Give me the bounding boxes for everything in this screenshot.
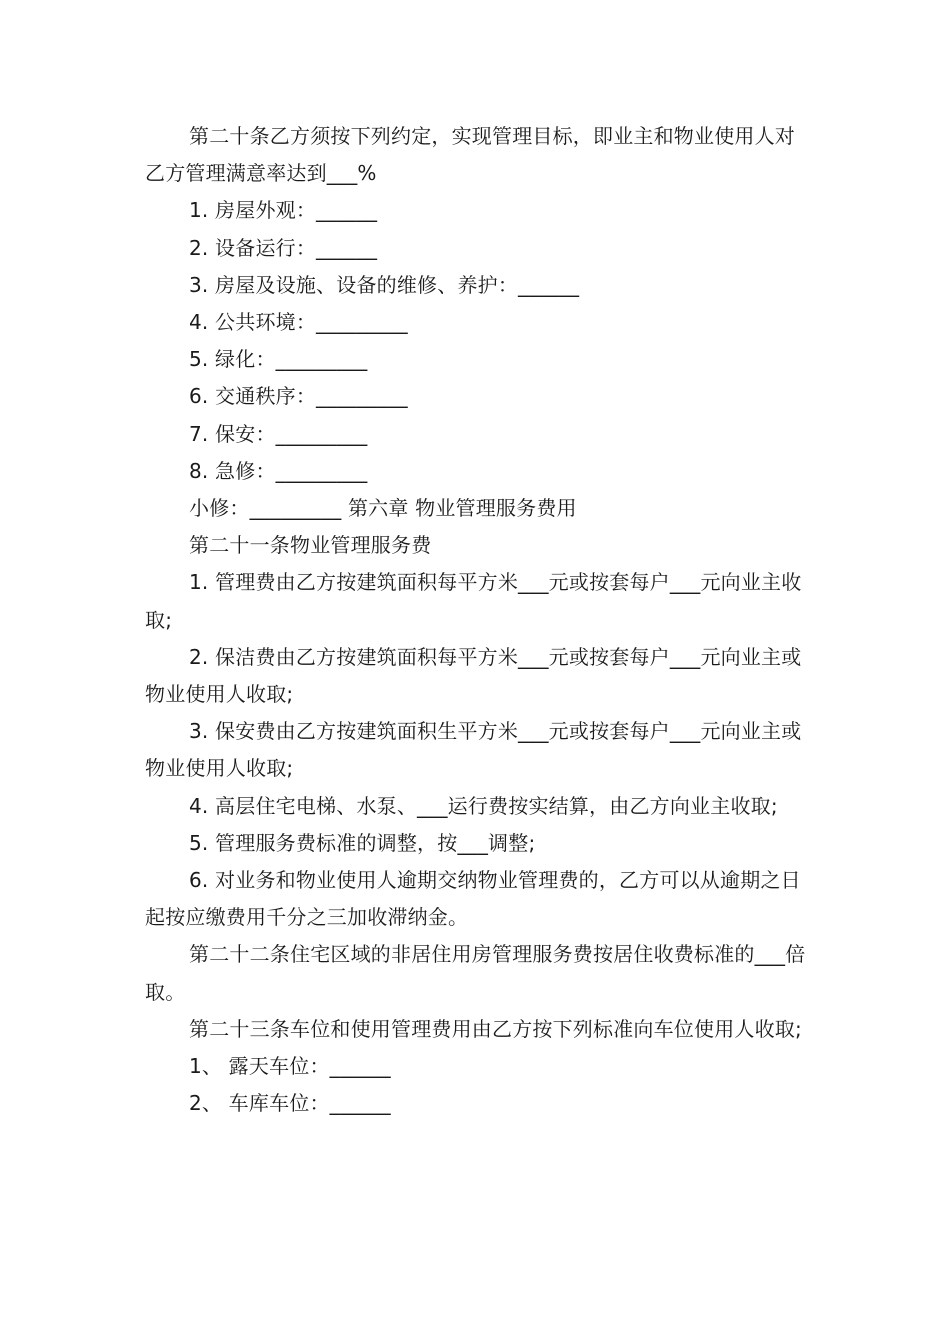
fee-item-elevator-pump: 4. 高层住宅电梯、水泵、___运行费按实结算，由乙方向业主收取; bbox=[189, 793, 778, 818]
article-20-paragraph: 第二十条乙方须按下列约定，实现管理目标，即业主和物业使用人对乙方管理满意率达到___% bbox=[145, 124, 795, 186]
parking-item-garage: 2、 车库车位：______ bbox=[189, 1091, 391, 1116]
document-body bbox=[145, 118, 807, 1122]
article-21-heading: 第二十一条物业管理服务费 bbox=[189, 533, 432, 558]
list-item-exterior: 1. 房屋外观：______ bbox=[189, 198, 378, 223]
list-item-emergency-repair: 8. 急修：_________ bbox=[189, 458, 368, 483]
fee-item-security: 3. 保安费由乙方按建筑面积生平方米___元或按套每户___元向业主或物业使用人收取; bbox=[145, 719, 802, 781]
list-item-greening: 5. 绿化：_________ bbox=[189, 347, 368, 372]
list-item-security: 7. 保安：_________ bbox=[189, 421, 368, 446]
fee-item-late-payment: 6. 对业务和物业使用人逾期交纳物业管理费的，乙方可以从逾期之日起按应缴费用千分之三加收滞纳金。 bbox=[145, 868, 801, 930]
list-item-environment: 4. 公共环境：_________ bbox=[189, 310, 408, 335]
fee-item-management: 1. 管理费由乙方按建筑面积每平方米___元或按套每户___元向业主收取; bbox=[145, 570, 802, 632]
article-22-paragraph: 第二十二条住宅区域的非居住用房管理服务费按居住收费标准的___倍取。 bbox=[145, 942, 806, 1004]
fee-item-cleaning: 2. 保洁费由乙方按建筑面积每平方米___元或按套每户___元向业主或物业使用人收取; bbox=[145, 644, 802, 707]
parking-item-open-air: 1、 露天车位：______ bbox=[189, 1054, 391, 1079]
list-item-traffic: 6. 交通秩序：_________ bbox=[189, 384, 408, 409]
list-item-maintenance: 3. 房屋及设施、设备的维修、养护：______ bbox=[189, 272, 580, 297]
article-23-paragraph: 第二十三条车位和使用管理费用由乙方按下列标准向车位使用人收取; bbox=[189, 1016, 802, 1041]
minor-repair-and-chapter-6-heading: 小修：_________ 第六章 物业管理服务费用 bbox=[189, 496, 577, 521]
list-item-equipment: 2. 设备运行：______ bbox=[189, 235, 378, 260]
fee-item-adjustment: 5. 管理服务费标准的调整，按___调整; bbox=[189, 830, 536, 855]
